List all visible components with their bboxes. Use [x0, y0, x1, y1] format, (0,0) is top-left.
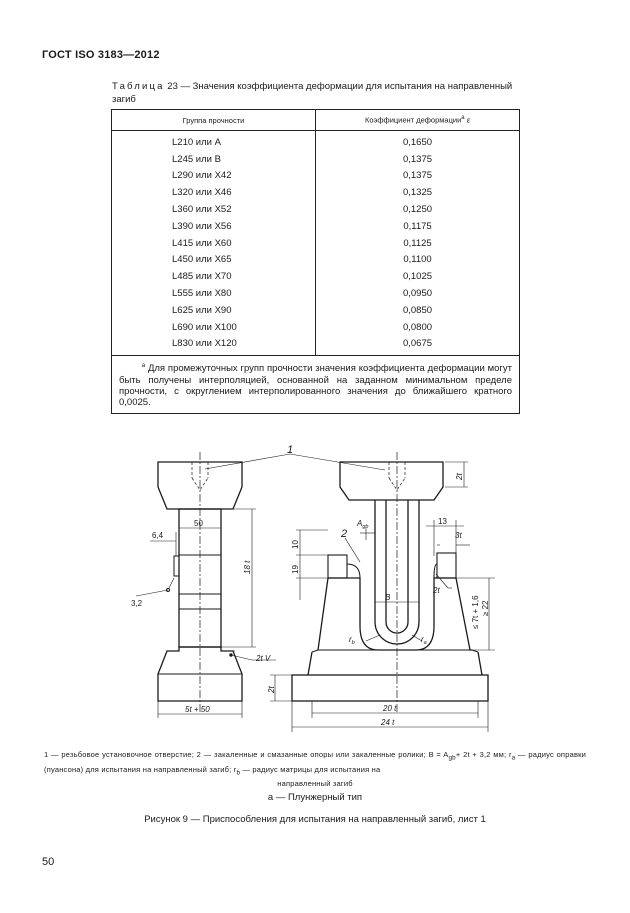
cell-strength-group: L485 или X70	[112, 268, 316, 285]
callout-1-label: 1	[287, 444, 294, 456]
dim-7t-label: ≤ 7t + 1,6	[471, 595, 480, 629]
dim-Agb-label: $A_{gb}$	[357, 519, 369, 530]
cell-coefficient-value: 0,1650	[316, 131, 520, 151]
cell-strength-group: L450 или X65	[112, 252, 316, 269]
dim-3t-label: 3t	[455, 531, 462, 540]
die-assembly-view	[270, 452, 495, 732]
column-header-coefficient: Коэффициент деформации$^a$ ε	[316, 110, 520, 131]
figure-caption: Рисунок 9 — Приспособления для испытания на направленный загиб, лист 1	[144, 814, 486, 825]
figure-subcaption: а — Плунжерный тип	[267, 792, 363, 803]
dim-2t-right-label: 2t	[433, 586, 440, 595]
dim-18t-label: 18 t	[243, 560, 252, 574]
cell-strength-group: L830 или X120	[112, 336, 316, 356]
cell-strength-group: L210 или A	[112, 131, 316, 151]
dim-50-label: 50	[194, 519, 203, 528]
figure-legend: 1 — резьбовое установочное отверстие; 2 — закаленные и смазанные опоры или закаленные ролики; $B = A_{gb}+ 2t + 3,2$ мм; $r_a$ — радиус оправки (пуансона) для испытания на направленный загиб; $r_b$ — радиус матрицы для испытания на направленный загиб	[44, 750, 586, 788]
callout-2-label: 2	[341, 528, 348, 540]
column-header-group: Группа прочности	[112, 110, 316, 131]
cell-coefficient-value: 0,1375	[316, 168, 520, 185]
document-header: ГОСТ ISO 3183—2012	[42, 49, 160, 61]
cell-strength-group: L415 или X60	[112, 235, 316, 252]
cell-strength-group: L360 или X52	[112, 201, 316, 218]
dim-6-4-label: 6,4	[152, 531, 164, 540]
cell-coefficient-value: 0,0800	[316, 319, 520, 336]
cell-coefficient-value: 0,0850	[316, 302, 520, 319]
cell-coefficient-value: 0,1100	[316, 252, 520, 269]
dim-ra-label: $r_a$	[421, 635, 427, 646]
dim-20t-label: 20 t	[383, 704, 397, 713]
cell-strength-group: L690 или X100	[112, 319, 316, 336]
dim-10-label: 10	[291, 540, 300, 549]
cell-strength-group: L390 или X56	[112, 218, 316, 235]
dim-19-label: 19	[291, 565, 300, 574]
table-caption-text: 23 — Значения коэффициента деформации для испытания на направленный загиб	[112, 81, 513, 105]
cell-coefficient-value: 0,1375	[316, 151, 520, 168]
cell-strength-group: L555 или X80	[112, 285, 316, 302]
cell-coefficient-value: 0,1175	[316, 218, 520, 235]
dim-3-2-label: 3,2	[131, 599, 143, 608]
cell-strength-group: L245 или B	[112, 151, 316, 168]
cell-coefficient-value: 0,0950	[316, 285, 520, 302]
dim-2t-left-label: 2t	[267, 686, 276, 693]
dim-24t-label: 24 t	[381, 718, 395, 727]
table-footnote: $^a$ Для промежуточных групп прочности значения коэффициента деформации могут быть получены интерполяцией, основанной на заданном минимальном пределе прочности, с округлением интерполированного значения до ближайшего кратного 0,0025.	[112, 356, 520, 414]
dim-13-label: 13	[438, 517, 447, 526]
dim-2t-top-label: 2t	[455, 473, 464, 480]
cell-coefficient-value: 0,1250	[316, 201, 520, 218]
dim-B-label: B	[385, 593, 391, 602]
cell-strength-group: L625 или X90	[112, 302, 316, 319]
plunger-side-view	[136, 452, 276, 718]
cell-strength-group: L320 или X46	[112, 184, 316, 201]
cell-coefficient-value: 0,1025	[316, 268, 520, 285]
dim-22-label: ≥ 22	[481, 600, 490, 616]
cell-coefficient-value: 0,1125	[316, 235, 520, 252]
table-caption-label: Таблица	[112, 81, 165, 92]
cell-coefficient-value: 0,1325	[316, 184, 520, 201]
dim-5t-50-label: 5t + 50	[185, 705, 210, 714]
dim-2tV-label: 2t V	[256, 654, 271, 663]
page-number: 50	[42, 856, 55, 868]
dim-rb-label: $r_b$	[349, 635, 355, 646]
cell-coefficient-value: 0,0675	[316, 336, 520, 356]
cell-strength-group: L290 или X42	[112, 168, 316, 185]
